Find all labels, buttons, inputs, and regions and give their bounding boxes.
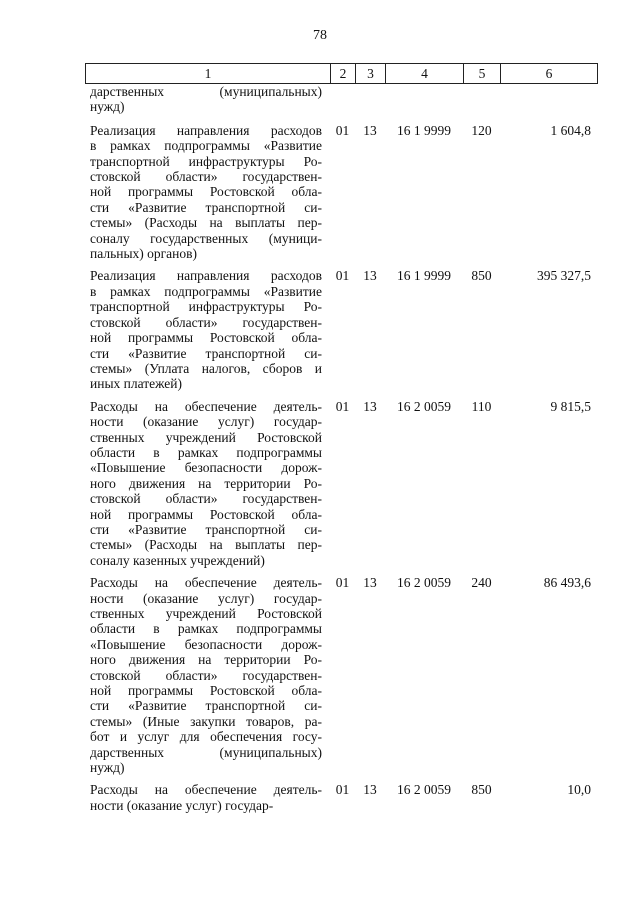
description-line: в рамках подпрограммы «Развитие [90, 283, 322, 299]
description-line: дарственных (муниципальных) [90, 744, 322, 760]
description-line: Расходы на обеспечение деятель- [90, 782, 322, 798]
table-row [85, 84, 598, 115]
row-description [85, 399, 330, 568]
description-line: пальных) органов) [90, 246, 198, 262]
header-col-5: 5 [464, 64, 501, 83]
amount: 395 327,5 [537, 268, 591, 284]
subsection-code: 13 [363, 268, 377, 284]
target-article-code: 16 2 0059 [397, 575, 451, 591]
description-line: области в рамках подпрограммы [90, 621, 322, 637]
description-line: дарственных (муниципальных) [90, 84, 322, 99]
description-line: ности (оказание услуг) государ- [90, 590, 322, 606]
expense-type-code: 850 [471, 782, 492, 798]
description-line: транспортной инфраструктуры Ро- [90, 153, 322, 169]
target-article-code: 16 1 9999 [397, 122, 451, 138]
row-description [85, 123, 330, 262]
table-row [85, 268, 598, 391]
description-line: иных платежей) [90, 376, 183, 392]
description-line: «Повышение безопасности дорож- [90, 636, 322, 652]
description-line: стемы» (Расходы на выплаты пер- [90, 537, 322, 553]
description-line: нужд) [90, 99, 125, 115]
description-line: сти «Развитие транспортной си- [90, 345, 322, 361]
description-line: в рамках подпрограммы «Развитие [90, 138, 322, 154]
expense-type-code: 850 [471, 268, 492, 284]
header-col-4: 4 [386, 64, 464, 83]
header-col-2: 2 [331, 64, 356, 83]
amount: 86 493,6 [543, 575, 591, 591]
target-article-code: 16 2 0059 [397, 782, 451, 798]
description-line: «Повышение безопасности дорож- [90, 460, 322, 476]
target-article-code: 16 1 9999 [397, 268, 451, 284]
description-line: транспортной инфраструктуры Ро- [90, 299, 322, 315]
table-body [85, 84, 598, 813]
description-line: ности (оказание услуг) государ- [90, 797, 274, 813]
description-line: нужд) [90, 760, 125, 776]
description-line: стемы» (Расходы на выплаты пер- [90, 215, 322, 231]
table-row [85, 575, 598, 775]
description-line: соналу казенных учреждений) [90, 552, 265, 568]
description-line: соналу государственных (муници- [90, 230, 322, 246]
description-line: ственных учреждений Ростовской [90, 606, 322, 621]
expense-type-code: 110 [471, 398, 492, 414]
description-line: ной программы Ростовской обла- [90, 184, 322, 200]
subsection-code: 13 [363, 398, 377, 414]
description-line: стемы» (Уплата налогов, сборов и [90, 360, 322, 376]
section-code: 01 [335, 575, 350, 591]
target-article-code [385, 84, 463, 115]
amount: 10,0 [567, 782, 591, 798]
description-line: Реализация направления расходов [90, 268, 322, 284]
description-line: сти «Развитие транспортной си- [90, 199, 322, 215]
table-row [85, 782, 598, 813]
table-header [85, 63, 598, 84]
description-line: бот и услуг для обеспечения госу- [90, 729, 322, 745]
subsection-code: 13 [363, 575, 377, 591]
section-code: 01 [335, 122, 350, 138]
section-code: 01 [335, 782, 350, 798]
amount: 9 815,5 [550, 398, 591, 414]
description-line: ного движения на территории Ро- [90, 652, 322, 668]
amount: 1 604,8 [550, 122, 591, 138]
description-line: стовской области» государствен- [90, 667, 322, 683]
amount [500, 84, 598, 115]
description-line: сти «Развитие транспортной си- [90, 698, 322, 714]
description-line: ного движения на территории Ро- [90, 475, 322, 491]
description-line: сти «Развитие транспортной си- [90, 521, 322, 537]
description-line: Расходы на обеспечение деятель- [90, 575, 322, 591]
subsection-code [355, 84, 385, 115]
header-col-3: 3 [356, 64, 386, 83]
description-line: ной программы Ростовской обла- [90, 683, 322, 699]
page-number: 78 [313, 28, 327, 43]
section-code: 01 [335, 398, 350, 414]
expense-type-code: 240 [471, 575, 492, 591]
row-description [85, 575, 330, 775]
header-col-6: 6 [545, 66, 553, 81]
expense-type-code [463, 84, 500, 115]
description-line: Расходы на обеспечение деятель- [90, 398, 322, 414]
description-line: ности (оказание услуг) государ- [90, 414, 322, 430]
row-description [85, 84, 330, 115]
subsection-code: 13 [363, 782, 377, 798]
section-code: 01 [335, 268, 350, 284]
header-col-1: 1 [86, 64, 331, 83]
description-line: ственных учреждений Ростовской [90, 429, 322, 445]
row-description [85, 782, 330, 813]
expense-type-code: 120 [471, 122, 492, 138]
description-line: стовской области» государствен- [90, 491, 322, 507]
description-line: ной программы Ростовской обла- [90, 330, 322, 346]
description-line: ной программы Ростовской обла- [90, 506, 322, 522]
section-code [330, 84, 355, 115]
row-description [85, 268, 330, 391]
description-line: стовской области» государствен- [90, 314, 322, 330]
target-article-code: 16 2 0059 [397, 398, 451, 414]
description-line: области в рамках подпрограммы [90, 444, 322, 460]
table-row [85, 123, 598, 262]
description-line: Реализация направления расходов [90, 122, 322, 138]
table-row [85, 399, 598, 568]
description-line: стовской области» государствен- [90, 169, 322, 185]
subsection-code: 13 [363, 122, 377, 138]
description-line: стемы» (Иные закупки товаров, ра- [90, 713, 322, 729]
